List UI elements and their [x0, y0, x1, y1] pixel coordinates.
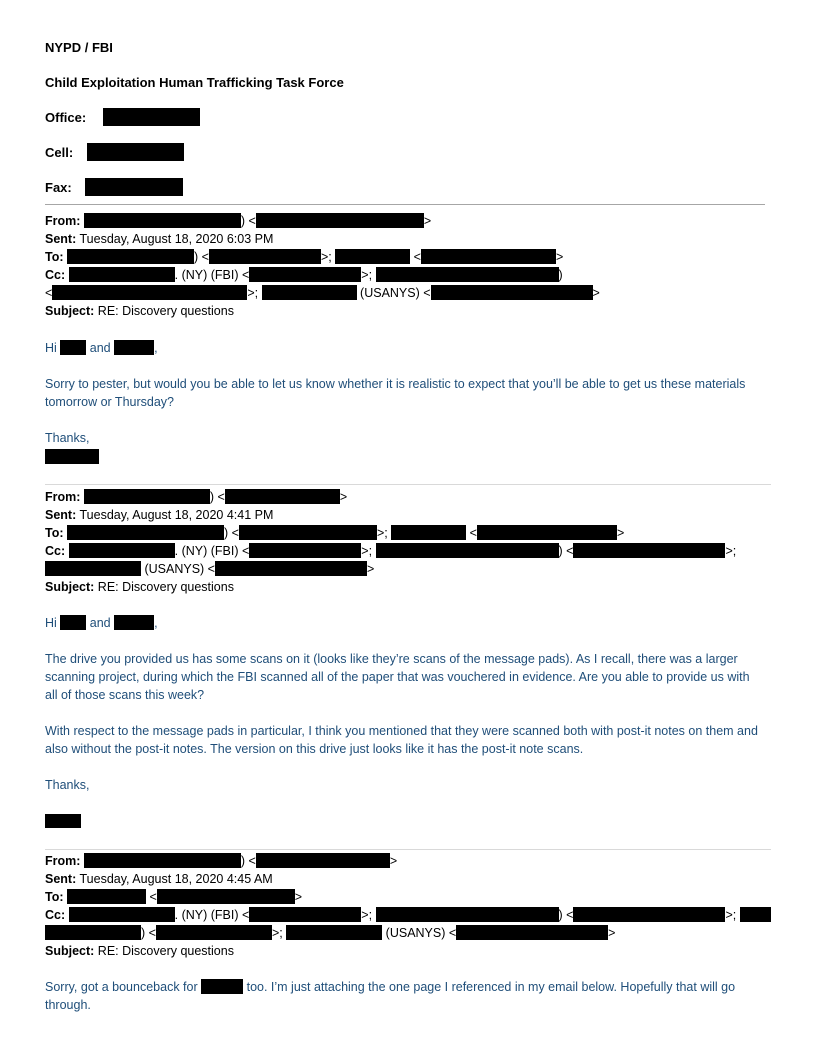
email1-cc	[45, 266, 563, 284]
redaction	[239, 525, 377, 540]
redaction	[477, 525, 617, 540]
redaction	[209, 249, 321, 264]
punct: )	[558, 268, 563, 282]
redaction	[84, 489, 210, 504]
redaction	[67, 249, 194, 264]
punct: >;	[361, 908, 376, 922]
greeting-comma: ,	[154, 341, 158, 355]
subject-value: RE: Discovery questions	[97, 944, 234, 958]
email2-body-para1: The drive you provided us has some scans on it (looks like they’re scans of the message pads). As I recall, there was a larger scanning project, during which the FBI scanned all of the paper that was vouchered in evidence. Are you able to provide us with all of those scans this week?	[45, 652, 750, 702]
redaction	[376, 267, 559, 282]
redaction	[69, 267, 175, 282]
cc-text: . (NY) (FBI) <	[174, 908, 250, 922]
redaction	[740, 907, 771, 922]
redaction	[60, 340, 86, 355]
redaction-office	[103, 108, 200, 126]
cc-label: Cc:	[45, 908, 66, 922]
greeting-hi: Hi	[45, 341, 57, 355]
redaction	[391, 525, 466, 540]
redaction	[573, 907, 725, 922]
punct: ) <	[558, 908, 574, 922]
cc-text: (USANYS) <	[382, 926, 457, 940]
redaction	[256, 853, 390, 868]
email3-cc	[45, 906, 771, 924]
email3-from	[45, 852, 397, 870]
redaction	[225, 489, 340, 504]
email1-body: Sorry to pester, but would you be able to let us know whether it is realistic to expect that you’ll be able to get us these materials tomorrow or Thursday?	[45, 377, 746, 409]
subject-value: RE: Discovery questions	[97, 304, 234, 318]
redaction	[376, 907, 559, 922]
redaction	[156, 925, 272, 940]
to-label: To:	[45, 526, 64, 540]
punct: >;	[361, 544, 376, 558]
punct: >;	[320, 250, 336, 264]
punct: >;	[271, 926, 287, 940]
from-label: From:	[45, 214, 81, 228]
punct: >	[339, 490, 348, 504]
redaction	[421, 249, 556, 264]
redaction	[215, 561, 367, 576]
cc-text: (USANYS) <	[141, 562, 215, 576]
punct: >;	[725, 544, 737, 558]
punct: <	[45, 286, 53, 300]
punct: >	[389, 854, 398, 868]
redaction	[256, 213, 424, 228]
subject-label: Subject:	[45, 580, 95, 594]
greeting-comma: ,	[154, 616, 158, 630]
email1-to	[45, 248, 563, 266]
redaction-cell	[87, 143, 184, 161]
cc-text: . (NY) (FBI) <	[174, 544, 250, 558]
redaction-signature	[45, 449, 99, 464]
punct: ) <	[224, 526, 239, 540]
punct: >;	[725, 908, 737, 922]
punct: <	[410, 250, 421, 264]
redaction	[201, 979, 243, 994]
email1-cc-cont	[45, 284, 600, 302]
subject-label: Subject:	[45, 304, 95, 318]
punct: >	[294, 890, 303, 904]
sent-value: Tuesday, August 18, 2020 4:41 PM	[79, 508, 274, 522]
redaction	[573, 543, 725, 558]
punct: ) <	[194, 250, 209, 264]
redaction	[84, 853, 241, 868]
from-label: From:	[45, 490, 81, 504]
redaction-signature	[45, 814, 81, 828]
subject-value: RE: Discovery questions	[97, 580, 234, 594]
punct: >	[366, 562, 375, 576]
divider	[45, 849, 771, 850]
email2-from	[45, 488, 347, 506]
redaction	[262, 285, 357, 300]
punct: ) <	[240, 854, 256, 868]
from-label: From:	[45, 854, 81, 868]
email3-body	[45, 978, 765, 1014]
to-label: To:	[45, 250, 64, 264]
punct: >	[592, 286, 600, 300]
email3-subject	[45, 942, 234, 960]
sent-label: Sent:	[45, 872, 77, 886]
redaction	[69, 543, 175, 558]
email2-sent	[45, 506, 273, 524]
redaction	[431, 285, 593, 300]
punct: <	[466, 526, 477, 540]
punct: ) <	[558, 544, 574, 558]
punct: >;	[247, 286, 262, 300]
redaction	[67, 889, 146, 904]
redaction	[456, 925, 608, 940]
redaction	[69, 907, 175, 922]
email1-from	[45, 212, 431, 230]
signature-org: NYPD / FBI	[45, 40, 113, 55]
greeting-hi: Hi	[45, 616, 57, 630]
body-text: too. I’m just attaching the one page I referenced in my email below. Hopefully that will go through.	[45, 980, 736, 1012]
email2-cc	[45, 542, 736, 560]
punct: >	[423, 214, 432, 228]
email3-cc-cont	[45, 924, 615, 942]
email2-subject	[45, 578, 234, 596]
punct: >	[555, 250, 564, 264]
redaction	[335, 249, 410, 264]
cell-label: Cell:	[45, 145, 74, 160]
email3-to	[45, 888, 302, 906]
punct: >	[608, 926, 616, 940]
sent-value: Tuesday, August 18, 2020 6:03 PM	[79, 232, 274, 246]
redaction	[249, 543, 361, 558]
punct: ) <	[240, 214, 256, 228]
cc-text: . (NY) (FBI) <	[174, 268, 250, 282]
body-text: Sorry, got a bounceback for	[45, 980, 198, 994]
email2-to	[45, 524, 624, 542]
redaction	[67, 525, 224, 540]
redaction	[114, 340, 154, 355]
email2-cc-cont	[45, 560, 374, 578]
cc-text: (USANYS) <	[356, 286, 431, 300]
divider	[45, 484, 771, 485]
signature-unit: Child Exploitation Human Trafficking Task Force	[45, 75, 344, 90]
redaction	[45, 925, 141, 940]
email2-closing: Thanks,	[45, 778, 90, 792]
greeting-and: and	[89, 616, 111, 630]
email1-sent	[45, 230, 273, 248]
fax-label: Fax:	[45, 180, 72, 195]
redaction-fax	[85, 178, 183, 196]
redaction	[286, 925, 382, 940]
redaction	[45, 561, 141, 576]
redaction	[157, 889, 295, 904]
redaction	[60, 615, 86, 630]
redaction	[376, 543, 559, 558]
subject-label: Subject:	[45, 944, 95, 958]
punct: <	[146, 890, 157, 904]
email1-subject	[45, 302, 234, 320]
sent-label: Sent:	[45, 232, 77, 246]
punct: >;	[376, 526, 392, 540]
email1-closing: Thanks,	[45, 431, 90, 445]
email1-greeting	[45, 339, 158, 357]
redaction	[249, 907, 361, 922]
redaction	[52, 285, 247, 300]
punct: ) <	[141, 926, 156, 940]
punct: >	[616, 526, 625, 540]
punct: >;	[361, 268, 376, 282]
cc-label: Cc:	[45, 544, 66, 558]
to-label: To:	[45, 890, 64, 904]
redaction	[114, 615, 154, 630]
punct: ) <	[209, 490, 225, 504]
office-label: Office:	[45, 110, 87, 125]
sent-value: Tuesday, August 18, 2020 4:45 AM	[79, 872, 273, 886]
greeting-and: and	[89, 341, 111, 355]
email2-body-para2: With respect to the message pads in particular, I think you mentioned that they were scanned both with post-it notes on them and also without the post-it notes. The version on this drive just looks like it has the post-it note scans.	[45, 724, 758, 756]
redaction	[249, 267, 361, 282]
email3-sent	[45, 870, 273, 888]
divider	[45, 204, 765, 205]
cc-label: Cc:	[45, 268, 66, 282]
sent-label: Sent:	[45, 508, 77, 522]
redaction	[84, 213, 241, 228]
email2-greeting	[45, 614, 158, 632]
